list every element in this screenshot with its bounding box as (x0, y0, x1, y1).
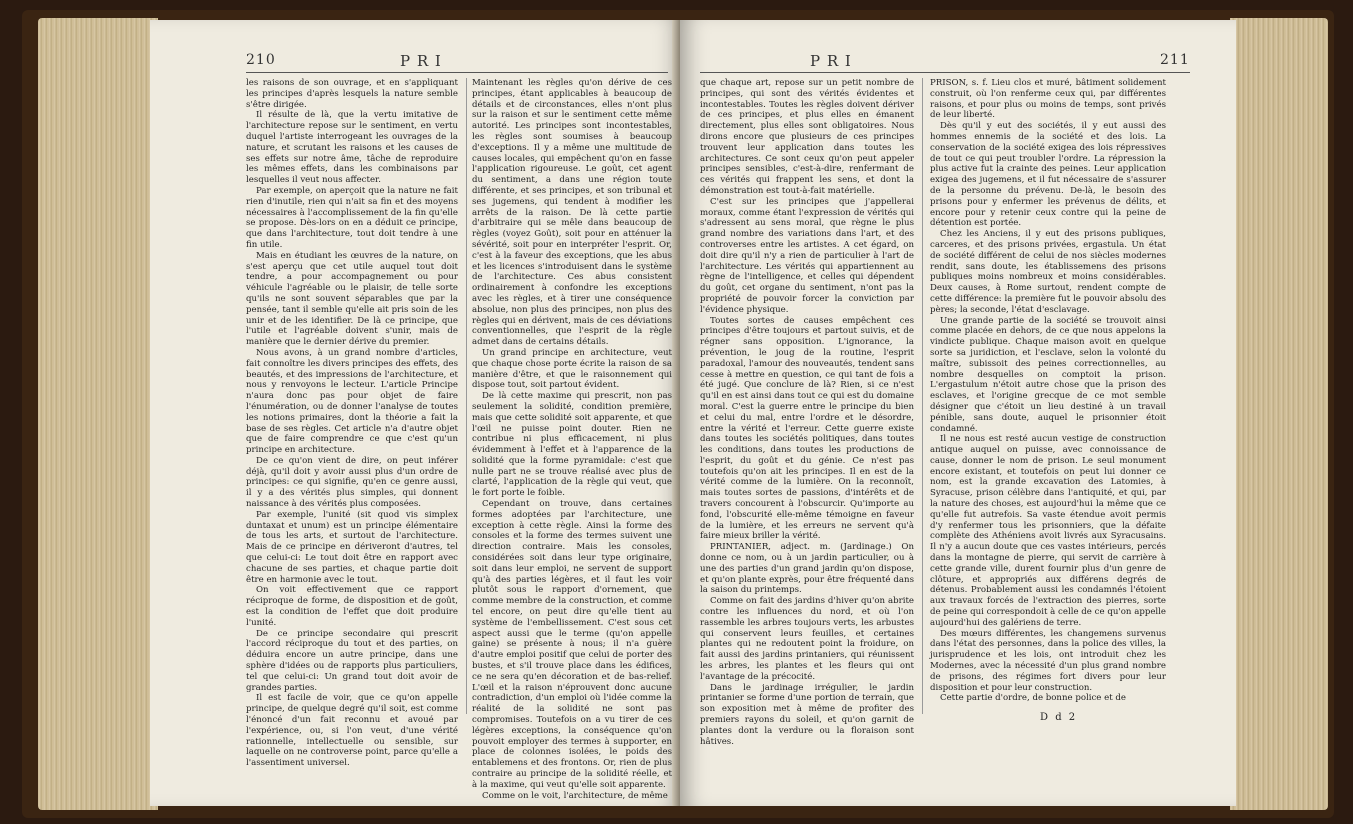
right-page (680, 20, 1236, 806)
paragraph: Par exemple, on aperçoit que la nature ne fait rien d'inutile, rien qui n'ait sa fin et des moyens nécessaires à l'accomplissement de la fin qu'elle se propose. Dès-lors on en a déduit ce principe, que dans l'architecture, tout doit tendre à une fin utile. (246, 185, 458, 250)
paragraph: PRISON, s. f. Lieu clos et muré, bâtiment solidement construit, où l'on renferme ceux qui, par différentes raisons, et pour plus ou moins de temps, sont privés de leur liberté. (930, 78, 1166, 121)
paragraph: PRINTANIER, adject. m. (Jardinage.) On donne ce nom, ou à un jardin particulier, ou à une des parties d'un grand jardin qu'on dispose, et qu'on plante exprès, pour être fréquenté dans la saison du printemps. (700, 542, 914, 596)
paragraph: Maintenant les règles qu'on dérive de ces principes, étant applicables à beaucoup de détails et de circonstances, elles n'ont plus sur la raison et sur le sentiment cette même autorité. Les principes sont incontestables, les règles sont soumises à beaucoup d'exceptions. Il y a même une multitude de causes locales, qui empêchent qu'on en fasse l'application rigoureuse. Le goût, cet agent du sentiment, a dans une région toute différente, et ses principes, et son tribunal et ses jugemens, qui tendent à modifier les arrêts de la raison. De là cette partie d'arbitraire qui se mêle dans beaucoup de règles (voyez Goût), soit pour en atténuer la sévérité, soit pour en interpréter l'esprit. Or, c'est à la faveur des exceptions, que les abus et les licences s'introduisent dans le système de l'architecture. Ces abus consistent ordinairement à confondre les exceptions avec les règles, et à tirer une conséquence absolue, non plus des principes, non plus des règles qui en dérivent, mais de ces déviations conventionnelles, que l'esprit de la règle admet dans de certains détails. (472, 78, 672, 348)
paragraph: C'est sur les principes que j'appellerai moraux, comme étant l'expression de vérités qui s'adressent au sens moral, que règne le plus grand nombre des variations dans l'art, et des controverses entre les artistes. A cet égard, on doit dire qu'il n'y a rien de particulier à l'art de l'architecture. Les vérités qui appartiennent au règne de l'intelligence, et celles qui dépendent du goût, cet organe du sentiment, n'ont pas la propriété de pouvoir forcer la conviction par l'évidence physique. (700, 196, 914, 315)
paragraph: Comme on fait des jardins d'hiver qu'on abrite contre les influences du nord, et où l'on rassemble les arbres toujours verts, les arbustes qui conservent leurs feuilles, et certaines plantes qui ne redoutent point la froidure, on fait aussi des jardins printaniers, qui réunissent les arbres, les plantes et les fleurs qui ont l'avantage de la précocité. (700, 596, 914, 682)
column-divider (922, 78, 923, 714)
paragraph: Toutes sortes de causes empêchent ces principes d'être toujours et partout suivis, et de régner sans opposition. L'ignorance, la prévention, le joug de la routine, l'esprit paradoxal, l'amour des nouveautés, tendent sans cesse à mettre en question, ce qui tant de fois a été jugé. Que conclure de là? Rien, si ce n'est qu'il en est ainsi dans tout ce qui est du domaine moral. C'est la guerre entre le principe du bien et celui du mal, entre l'ordre et le désordre, entre la vérité et l'erreur. Cette guerre existe dans toutes les sociétés politiques, dans toutes les conditions, dans toutes les productions de l'esprit, du goût et du génie. Ce n'est pas toutefois qu'on ait les principes. Il en est de la vérité comme de la lumière. On la reconnoît, mais toutes sortes de passions, d'intérêts et de travers concourent à l'obscurcir. Qu'importe au fond, l'obscurité elle-même témoigne en faveur de la lumière, et les erreurs ne servent qu'à faire mieux briller la vérité. (700, 315, 914, 542)
column-divider (466, 78, 467, 714)
text-column-2 (472, 78, 672, 801)
paragraph: Il résulte de là, que la vertu imitative de l'architecture repose sur le sentiment, en vertu duquel l'artiste interrogeant les ouvrages de la nature, et scrutant les raisons et les causes de ses effets sur notre âme, tâche de reproduire les mêmes effets, dans les combinaisons par lesquelles il veut nous affecter. (246, 110, 458, 186)
paragraph: On voit effectivement que ce rapport réciproque de forme, de disposition et de goût, est la condition de l'effet que doit produire l'unité. (246, 585, 458, 628)
paragraph: Par exemple, l'unité (sit quod vis simplex duntaxat et unum) est un principe élémentaire de tous les arts, et surtout de l'architecture. Mais de ce principe en dériveront d'autres, tel que celui-ci: Le tout doit être en rapport avec chacune de ses parties, et chaque partie doit être en harmonie avec le tout. (246, 509, 458, 585)
paragraph: Une grande partie de la société se trouvoit ainsi comme placée en dehors, de ce que nous appelons la vindicte publique. Chaque maison avoit en quelque sorte sa juridiction, et l'esclave, selon la volonté du maître, subissoit des peines correctionnelles, au nombre desquelles on comptoit la prison. L'ergastulum n'étoit autre chose que la prison des esclaves, et l'origine grecque de ce mot semble désigner que c'étoit un lieu destiné à un travail pénible, sans doute, auquel le prisonnier étoit condamné. (930, 315, 1166, 434)
text-column-2 (930, 78, 1166, 704)
paragraph: De ce principe secondaire qui prescrit l'accord réciproque du tout et des parties, on déduira encore un autre principe, dans une sphère d'idées ou de rapports plus particuliers, tel que celui-ci: Un grand tout doit avoir de grandes parties. (246, 628, 458, 693)
running-head: P R I (810, 52, 852, 70)
text-column-1 (246, 78, 458, 769)
paragraph: Dans le jardinage irrégulier, le jardin printanier se forme d'une portion de terrain, que son exposition met à même de profiter des premiers rayons du soleil, et qu'on garnit de plantes dont la verdure ou la floraison sont hâtives. (700, 682, 914, 747)
paragraph: Chez les Anciens, il y eut des prisons publiques, carceres, et des prisons privées, ergastula. Un état de société différent de celui de nos siècles modernes rendit, sans doute, les établissemens des prisons publiques moins nombreux et moins considérables. Deux causes, à Rome surtout, rendent compte de cette différence: la première fut le pouvoir absolu des pères; la seconde, l'état d'esclavage. (930, 229, 1166, 315)
header-rule (700, 72, 1190, 73)
page-edges-left (38, 18, 158, 810)
paragraph: Un grand principe en architecture, veut que chaque chose porte écrite la raison de sa manière d'être, et que le raisonnement qui dispose tout, soit partout évident. (472, 347, 672, 391)
paragraph: Nous avons, à un grand nombre d'articles, fait connoître les divers principes des effets, des beautés, et des impressions de l'architecture, et nous y renvoyons le lecteur. L'article Principe n'aura donc pas pour objet de faire l'énumération, ou de donner l'analyse de toutes les notions primaires, dont la théorie a fait la base de ses règles. Cet article n'a d'autre objet que de faire comprendre ce que c'est qu'un principe en architecture. (246, 347, 458, 456)
page-number: 211 (1160, 52, 1190, 68)
paragraph: Des mœurs différentes, les changemens survenus dans l'état des personnes, dans la police des villes, la jurisprudence et les lois, ont introduit chez les Modernes, avec la nécessité d'un plus grand nombre de prisons, des régimes fort divers pour leur disposition et pour leur construction. (930, 628, 1166, 693)
paragraph: Mais en étudiant les œuvres de la nature, on s'est aperçu que cet utile auquel tout doit tendre, a pour accompagnement ou pour véhicule l'agréable ou le plaisir, de telle sorte qu'ils ne sont souvent séparables que par la pensée, tant il semble qu'elle ait pris soin de les unir et de les identifier. De là ce principe, que l'utile et l'agréable doivent s'unir, mais de manière que le dernier dérive du premier. (246, 250, 458, 348)
paragraph: De là cette maxime qui prescrit, non pas seulement la solidité, condition première, mais que cette solidité soit apparente, et que l'œil ne puisse point douter. Rien ne contribue ni plus efficacement, ni plus évidemment à l'effet et à l'apparence de la solidité que la forme pyramidale: c'est que nulle part ne se trouve réalisé avec plus de clarté, l'application de la règle qui veut, que le fort porte le foible. (472, 391, 672, 499)
running-head: P R I (400, 52, 442, 70)
paragraph: Cependant on trouve, dans certaines formes adoptées par l'architecture, une exception à cette règle. Ainsi la forme des consoles et la forme des termes suivent une direction contraire. Mais les consoles, considérées soit dans leur type originaire, soit dans leur emploi, ne servent de support qu'à des parties légères, et il faut les voir plutôt sous le rapport d'ornement, que comme membre de la construction, et comme tel encore, on peut dire qu'elle tient au système de l'embellissement. C'est sous cet aspect aussi que le terme (qu'on appelle gaine) se présente à nous; il n'a guère d'autre emploi positif que celui de porter des bustes, et s'il trouve place dans les édifices, ce ne sera qu'en décoration et de bas-relief. L'œil et la raison n'éprouvent donc aucune contradiction, d'un emploi où l'idée comme la réalité de la solidité ne sont pas compromises. Toutefois on a vu tirer de ces légères exceptions, la conséquence qu'on pouvoit employer des termes à supporter, en place de colonnes isolées, le poids des entablemens et des frontons. Or, rien de plus contraire au principe de la solidité réelle, et à la maxime, qui veut qu'elle soit apparente. (472, 499, 672, 790)
text-column-1 (700, 78, 914, 747)
paragraph: que chaque art, repose sur un petit nombre de principes, qui sont des vérités évidentes et incontestables. Toutes les règles doivent dériver de ces principes, et plus elles en émanent directement, plus elles sont obligatoires. Nous dirons encore que plusieurs de ces principes trouvent leur application dans toutes les architectures. Ce sont ceux qu'on peut appeler principes sensibles, c'est-à-dire, renfermant de ces vérités qui frappent les sens, et dont la démonstration est tout-à-fait matérielle. (700, 78, 914, 196)
paragraph: Dès qu'il y eut des sociétés, il y eut aussi des hommes ennemis de la société et des lois. La conservation de la société exigea des lois répressives de tout ce qui peut troubler l'ordre. La répression la plus active fut la crainte des peines. Leur application exigea des jugemens, et il fut nécessaire de s'assurer de la personne du prévenu. De-là, le besoin des prisons pour y enfermer les prévenus de délits, et encore pour y retenir ceux contre qui la peine de détention est portée. (930, 121, 1166, 229)
header-rule (246, 72, 668, 73)
paragraph: les raisons de son ouvrage, et en s'appliquant les principes d'après lesquels la nature semble s'être dirigée. (246, 78, 458, 110)
paragraph: Comme on le voit, l'architecture, de même (482, 790, 668, 801)
page-number: 210 (246, 52, 276, 68)
left-page (150, 20, 682, 806)
paragraph: Il est facile de voir, que ce qu'on appelle principe, de quelque degré qu'il soit, est comme l'énoncé d'un fait reconnu et avoué par l'expérience, ou, si l'on veut, d'une vérité rationnelle, intellectuelle ou sensible, sur laquelle on ne controverse point, parce qu'elle a l'assentiment universel. (246, 693, 458, 769)
paragraph: Il ne nous est resté aucun vestige de construction antique auquel on puisse, avec connoissance de cause, donner le nom de prison. Le seul monument encore existant, et toutefois on peut lui donner ce nom, est la grande excavation des Latomies, à Syracuse, prison célèbre dans l'antiquité, et qui, par la nature des choses, est aujourd'hui la même que ce qu'elle fut autrefois. Sa vaste étendue avoit permis d'y renfermer tous les prisonniers, que la défaite complète des Athéniens avoit livrés aux Syracusains. Il n'y a aucun doute que ces vastes intérieurs, percés dans la montagne de pierre, qui servit de carrière à cette grande ville, durent fournir plus d'un genre de clôture, et appropriés aux différens degrés de détenus. Probablement aussi les condamnés l'étoient aux travaux forcés de l'extraction des pierres, sorte de peine qui correspondoit à celle de ce qu'on appelle aujourd'hui des galériens de terre. (930, 434, 1166, 628)
page-edges-right (1230, 18, 1328, 810)
paragraph: Cette partie d'ordre, de bonne police et de (940, 693, 1126, 704)
signature-mark: D d 2 (1040, 712, 1078, 723)
paragraph: De ce qu'on vient de dire, on peut inférer déjà, qu'il doit y avoir aussi plus d'un ordre de principes: ce qui signifie, qu'en ce genre aussi, il y a des vérités plus simples, qui donnent naissance à des vérités plus composées. (246, 455, 458, 510)
